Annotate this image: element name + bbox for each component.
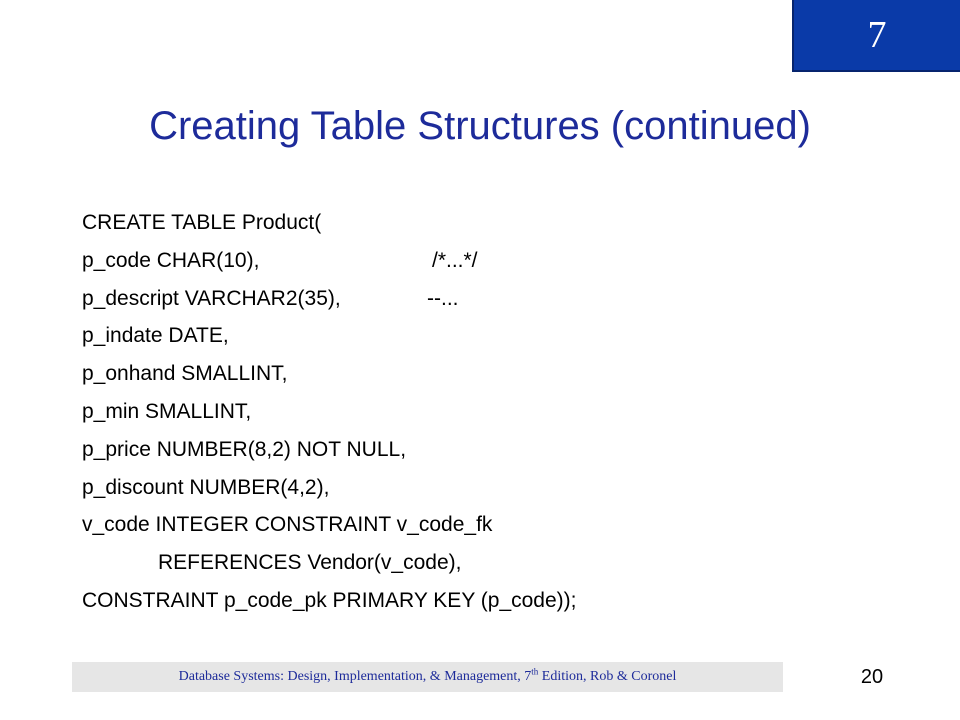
code-line-11 <box>82 582 842 620</box>
code-text: p_discount NUMBER(4,2), <box>82 475 330 499</box>
code-line-5 <box>82 355 842 393</box>
chapter-badge <box>792 0 960 72</box>
code-line-1 <box>82 204 842 242</box>
chapter-number: 7 <box>867 14 887 56</box>
footer-citation <box>178 666 677 685</box>
code-text: CONSTRAINT p_code_pk PRIMARY KEY (p_code)); <box>82 588 577 612</box>
code-line-6 <box>82 393 842 431</box>
slide-title: Creating Table Structures (continued) <box>149 104 811 148</box>
page-number: 20 <box>860 666 884 688</box>
code-text: CREATE TABLE Product( <box>82 211 322 234</box>
sql-code-block <box>82 204 842 620</box>
footer-text-after: Edition, Rob & Coronel <box>538 669 677 684</box>
footer-bar <box>72 662 783 692</box>
code-text: p_descript VARCHAR2(35), <box>82 286 341 310</box>
code-text: v_code INTEGER CONSTRAINT v_code_fk <box>82 513 493 537</box>
code-text: REFERENCES Vendor(v_code), <box>158 551 462 575</box>
code-line-3 <box>82 280 842 318</box>
code-line-10 <box>82 544 842 582</box>
code-line-4 <box>82 317 842 355</box>
footer-text-before: Database Systems: Design, Implementation, & Management, 7 <box>178 669 532 684</box>
code-text: p_onhand SMALLINT, <box>82 362 288 386</box>
code-line-8 <box>82 469 842 507</box>
code-text: p_code CHAR(10), <box>82 248 260 272</box>
code-line-2 <box>82 242 842 280</box>
code-text: p_price NUMBER(8,2) NOT NULL, <box>82 437 407 461</box>
code-line-9 <box>82 506 842 544</box>
code-comment: --... <box>427 286 459 310</box>
code-text: p_min SMALLINT, <box>82 399 252 423</box>
code-line-7 <box>82 431 842 469</box>
code-text: p_indate DATE, <box>82 324 229 348</box>
code-comment: /*...*/ <box>432 248 478 272</box>
footer-superscript: th <box>531 666 539 677</box>
